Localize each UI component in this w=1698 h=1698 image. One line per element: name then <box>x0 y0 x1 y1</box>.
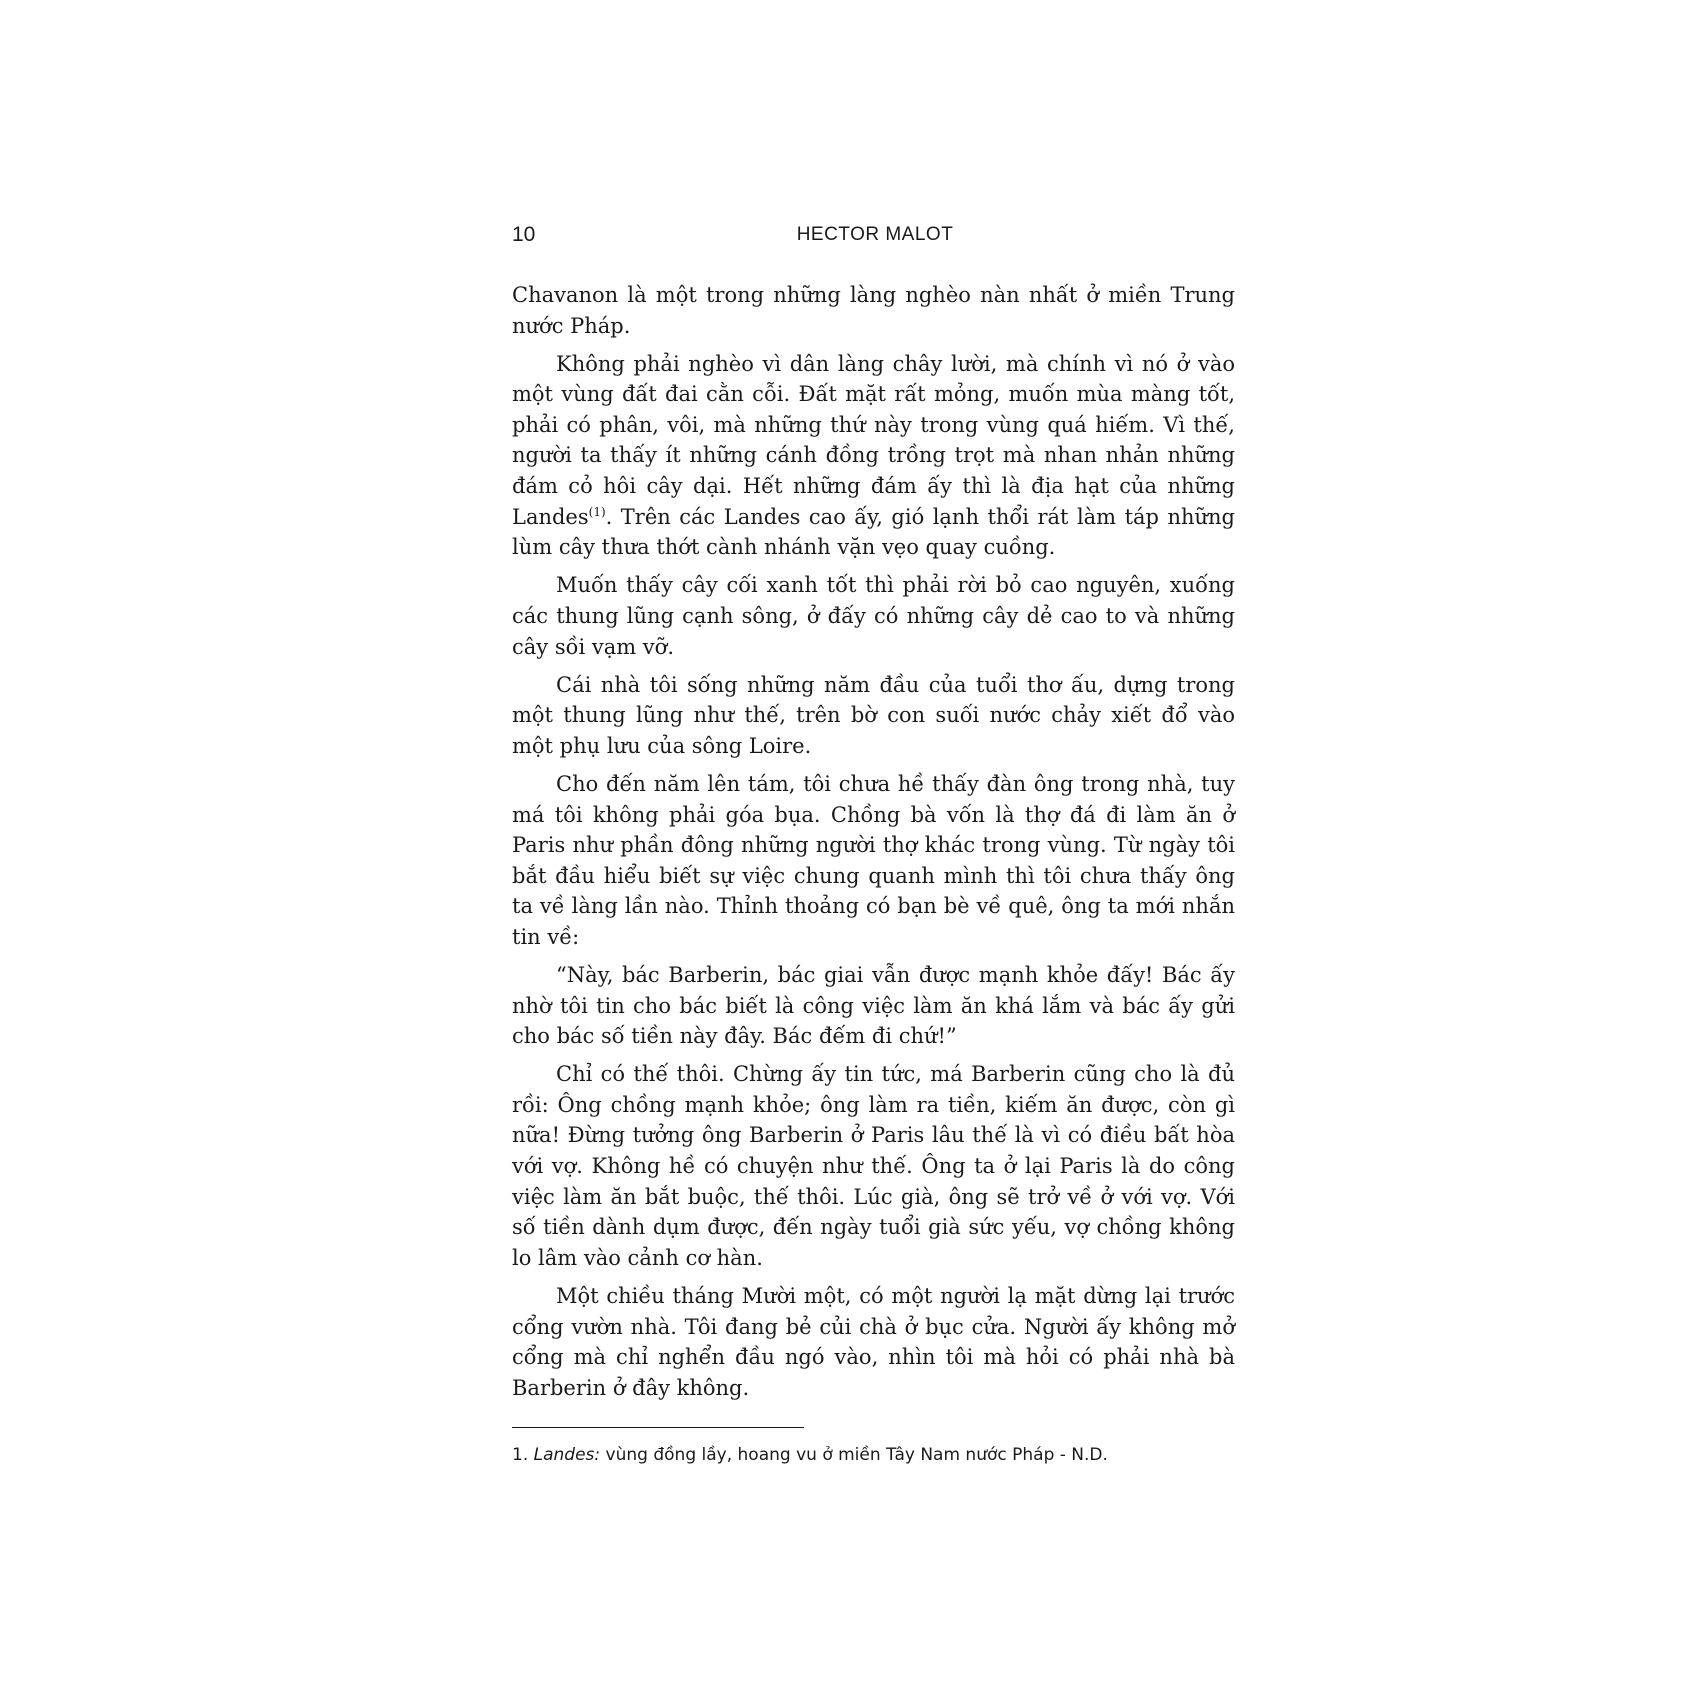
footnote-reference: (1) <box>588 504 606 519</box>
footnote-divider <box>512 1427 804 1428</box>
paragraph-text: . Trên các Landes cao ấy, gió lạnh thổi rát làm táp những lùm cây thưa thớt cành nhánh vặn vẹo quay cuồng. <box>512 504 1235 560</box>
paragraph: “Này, bác Barberin, bác giai vẫn được mạnh khỏe đấy! Bác ấy nhờ tôi tin cho bác biết là công việc làm ăn khá lắm và bác ấy gửi cho bác số tiền này đây. Bác đếm đi chứ!” <box>512 962 1235 1049</box>
footnote-number: 1. <box>512 1445 529 1465</box>
footnote-text: vùng đồng lầy, hoang vu ở miền Tây Nam nước Pháp - N.D. <box>600 1445 1108 1465</box>
paragraph: Muốn thấy cây cối xanh tốt thì phải rời bỏ cao nguyên, xuống các thung lũng cạnh sông, ở đấy có những cây dẻ cao to và những cây sồi vạm vỡ. <box>512 573 1235 659</box>
running-title: HECTOR MALOT <box>796 224 954 245</box>
paragraph: Một chiều tháng Mười một, có một người lạ mặt dừng lại trước cổng vườn nhà. Tôi đang bẻ củi chà ở bục cửa. Người ấy không mở cổng mà chỉ nghển đầu ngó vào, nhìn tôi mà hỏi có phải nhà bà Barberin ở đây không. <box>512 1283 1235 1400</box>
footnote-term: Landes: <box>533 1445 601 1465</box>
paragraph-text: Không phải nghèo vì dân làng chây lười, mà chính vì nó ở vào một vùng đất đai cằn cỗi. Đất mặt rất mỏng, muốn mùa màng tốt, phải có phân, vôi, mà những thứ này trong vùng quá hiếm. Vì thế, người ta thấy ít những cánh đồng trồng trọt mà nhan nhản những đám cỏ hôi cây dại. Hết những đám ấy thì là địa hạt của những Landes <box>512 351 1235 529</box>
paragraph: Cái nhà tôi sống những năm đầu của tuổi thơ ấu, dựng trong một thung lũng như thế, trên bờ con suối nước chảy xiết đổ vào một phụ lưu của sông Loire. <box>512 672 1235 758</box>
footnote <box>512 1443 1235 1467</box>
paragraph <box>512 349 1235 563</box>
page-number: 10 <box>512 223 536 246</box>
body-text <box>512 280 1235 1411</box>
paragraph: Cho đến năm lên tám, tôi chưa hề thấy đàn ông trong nhà, tuy má tôi không phải góa bụa. Chồng bà vốn là thợ đá đi làm ăn ở Paris như phần đông những người thợ khác trong vùng. Từ ngày tôi bắt đầu hiểu biết sự việc chung quanh mình thì tôi chưa thấy ông ta về làng lần nào. Thỉnh thoảng có bạn bè về quê, ông ta mới nhắn tin về: <box>512 771 1235 949</box>
running-header <box>512 218 1238 252</box>
paragraph: Chỉ có thế thôi. Chừng ấy tin tức, má Barberin cũng cho là đủ rồi: Ông chồng mạnh khỏe; ông làm ra tiền, kiếm ăn được, còn gì nữa! Đừng tưởng ông Barberin ở Paris lâu thế là vì có điều bất hòa với vợ. Không hề có chuyện như thế. Ông ta ở lại Paris là do công việc làm ăn bắt buộc, thế thôi. Lúc già, ông sẽ trở về ở với vợ. Với số tiền dành dụm được, đến ngày tuổi già sức yếu, vợ chồng không lo lâm vào cảnh cơ hàn. <box>512 1062 1235 1270</box>
paragraph: Chavanon là một trong những làng nghèo nàn nhất ở miền Trung nước Pháp. <box>512 283 1235 338</box>
